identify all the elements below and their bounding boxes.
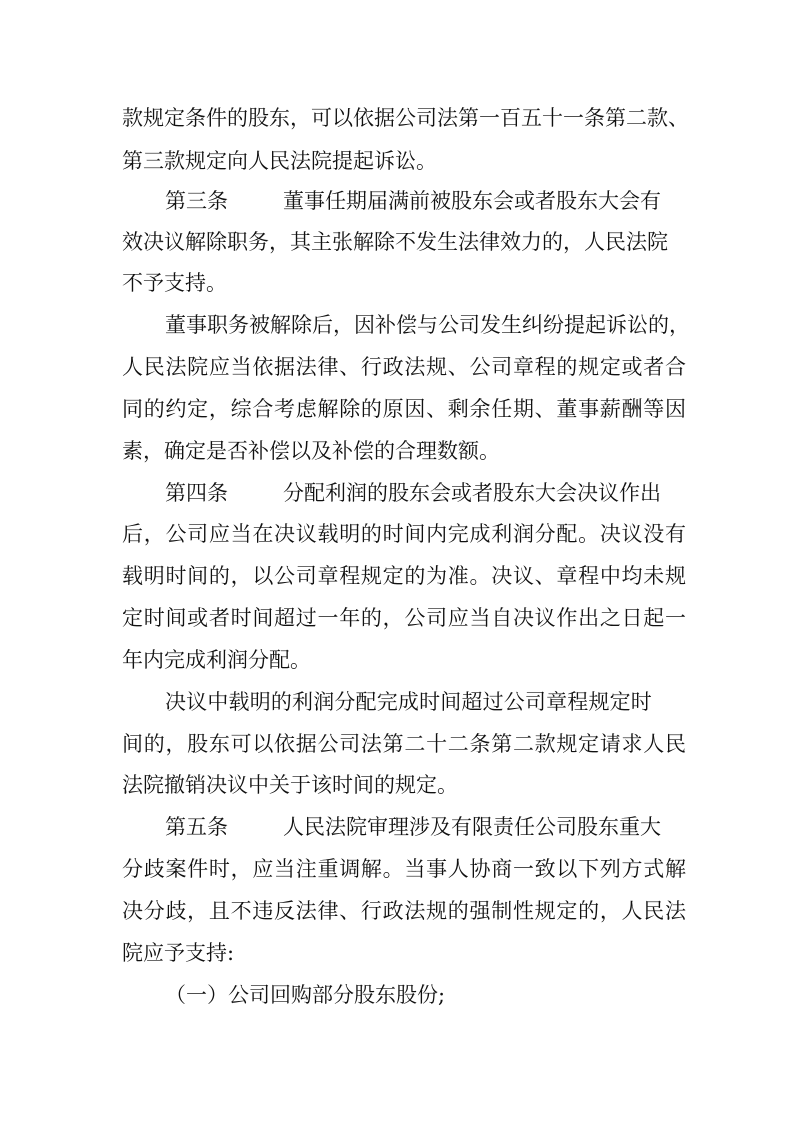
text-line: 素，确定是否补偿以及补偿的合理数额。 [122, 439, 500, 463]
article-text: 人民法院审理涉及有限责任公司股东重大 [283, 815, 661, 839]
text-line: 定 时 间 或 者 时 间 超 过 一 年 的 ， 公 司 应 当 自 决 议 作 出 之 日 起 一 [122, 606, 686, 630]
article-number: 第五条 [165, 815, 228, 839]
text-line: 决 分 歧 ， 且 不 违 反 法 律 、 行 政 法 规 的 强 制 性 规 定 的 ， 人 民 法 [122, 899, 686, 923]
article-number: 第四条 [165, 481, 228, 505]
article-number: 第三条 [165, 189, 228, 213]
text-line: 分 歧 案 件 时 ， 应 当 注 重 调 解 。 当 事 人 协 商 一 致 以 下 列 方 式 解 [122, 857, 686, 881]
text-line: 后 ， 公 司 应 当 在 决 议 载 明 的 时 间 内 完 成 利 润 分 配 。 决 议 没 有 [122, 522, 686, 546]
text-line: 同 的 约 定 ， 综 合 考 虑 解 除 的 原 因 、 剩 余 任 期 、 董 事 薪 酬 等 因 [122, 397, 686, 421]
text-line: 人 民 法 院 应 当 依 据 法 律 、 行 政 法 规 、 公 司 章 程 的 规 定 或 者 合 [122, 355, 686, 379]
article-3-heading [165, 191, 661, 212]
article-text: 董事任期届满前被股东会或者股东大会有 [283, 189, 661, 213]
text-line: 年内完成利润分配。 [122, 648, 311, 672]
article-5-heading [165, 817, 661, 838]
text-line: 不予支持。 [122, 271, 227, 295]
text-line: 间 的 ， 股 东 可 以 依 据 公 司 法 第 二 十 二 条 第 二 款 规 定 请 求 人 民 [122, 732, 686, 756]
text-line: 董 事 职 务 被 解 除 后 ， 因 补 偿 与 公 司 发 生 纠 纷 提 起 诉 讼 的 ， [165, 313, 690, 337]
text-line: 院应予支持: [122, 941, 235, 965]
text-line: 法院撤销决议中关于该时间的规定。 [122, 773, 458, 797]
text-line: 决 议 中 载 明 的 利 润 分 配 完 成 时 间 超 过 公 司 章 程 规 定 时 [165, 690, 652, 714]
text-line: 款 规 定 条 件 的 股 东 ， 可 以 依 据 公 司 法 第 一 百 五 十 一 条 第 二 款 、 [122, 106, 689, 130]
text-line: 第三款规定向人民法院提起诉讼。 [122, 149, 437, 173]
text-line: 效 决 议 解 除 职 务 ， 其 主 张 解 除 不 发 生 法 律 效 力 的 ， 人 民 法 院 [122, 230, 668, 254]
list-item: （一）公司回购部分股东股份; [165, 983, 446, 1007]
text-line: 载 明 时 间 的 ， 以 公 司 章 程 规 定 的 为 准 。 决 议 、 章 程 中 均 未 规 [122, 564, 686, 588]
article-4-heading [165, 483, 661, 504]
article-text: 分配利润的股东会或者股东大会决议作出 [283, 481, 661, 505]
